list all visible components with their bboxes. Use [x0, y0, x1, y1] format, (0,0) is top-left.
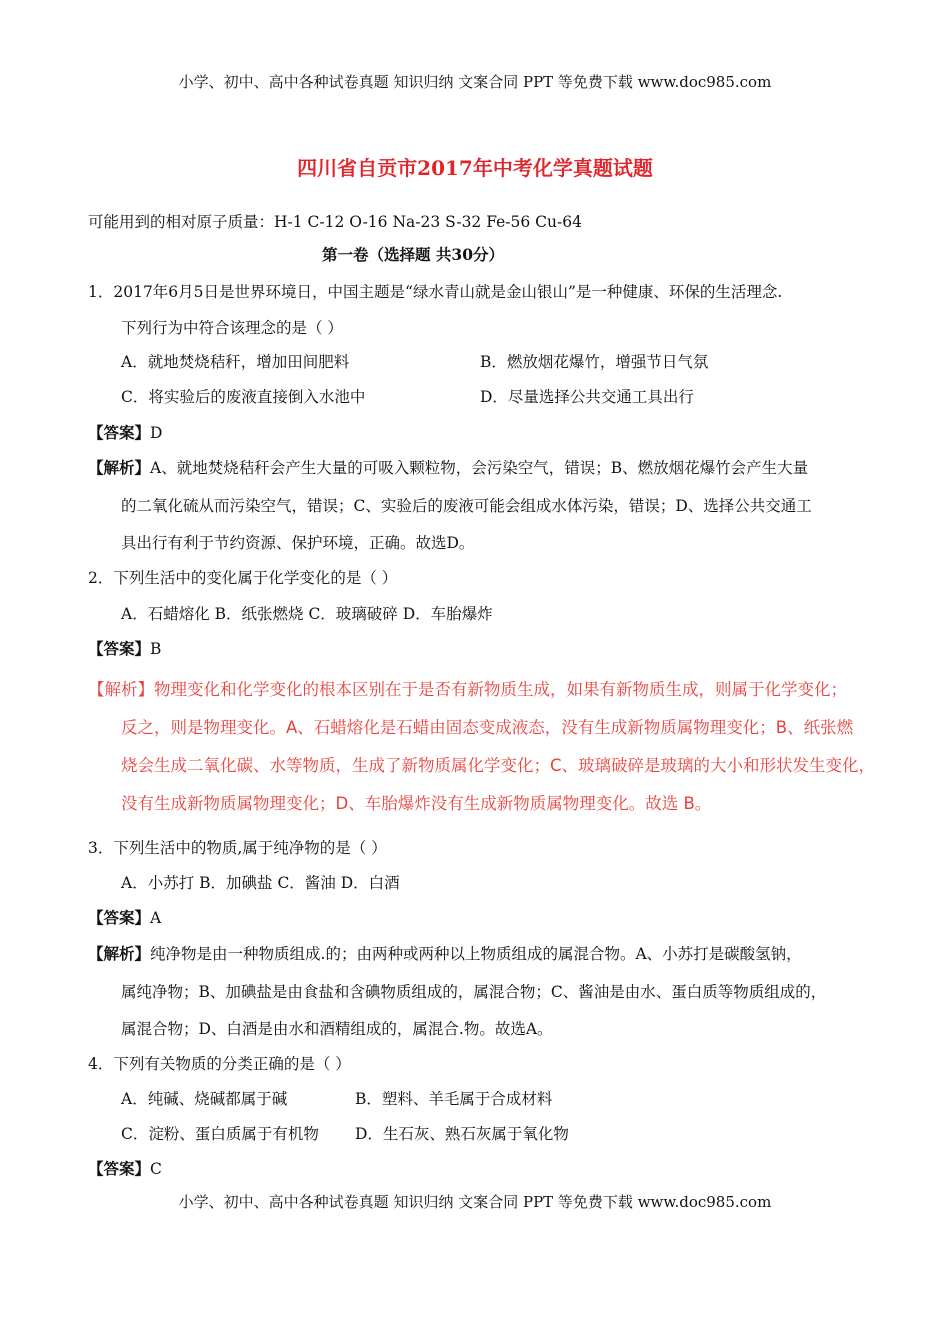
- q2-options: A．石蜡熔化 B．纸张燃烧 C．玻璃破碎 D．车胎爆炸: [121, 605, 493, 623]
- q2-analysis-line-1: [88, 680, 847, 700]
- atomic-mass-line: 可能用到的相对原子质量：H-1 C-12 O-16 Na-23 S-32 Fe-56 Cu-64: [88, 213, 582, 231]
- q3-stem: 3．下列生活中的物质,属于纯净物的是（ ）: [88, 839, 387, 857]
- q3-answer: [88, 908, 161, 928]
- q4-answer: [88, 1159, 162, 1179]
- analysis-label: 【解析】: [88, 458, 151, 477]
- q1-option-a: A．就地焚烧秸秆，增加田间肥料: [121, 353, 350, 371]
- answer-label: 【答案】: [88, 639, 151, 658]
- q4-option-c: C．淀粉、蛋白质属于有机物: [121, 1125, 319, 1143]
- answer-label: 【答案】: [88, 1159, 151, 1178]
- analysis-label: 【解析】: [88, 680, 154, 699]
- analysis-label: 【解析】: [88, 944, 151, 963]
- q1-option-c: C．将实验后的废液直接倒入水池中: [121, 388, 366, 406]
- q3-analysis-line-2: 属纯净物；B、加碘盐是由食盐和含碘物质组成的，属混合物；C、酱油是由水、蛋白质等物质组成的，: [121, 983, 827, 1001]
- q1-stem-line-2: 下列行为中符合该理念的是（ ）: [121, 319, 343, 337]
- q1-analysis-line-2: 的二氧化硫从而污染空气，错误；C、实验后的废液可能会组成水体污染，错误；D、选择公共交通工: [121, 497, 812, 515]
- q2-analysis-text-1: 物理变化和化学变化的根本区别在于是否有新物质生成，如果有新物质生成，则属于化学变化；: [154, 680, 847, 699]
- page-title: 四川省自贡市2017年中考化学真题试题: [297, 156, 653, 180]
- q1-answer: [88, 423, 162, 443]
- q3-analysis-line-3: 属混合物；D、白酒是由水和酒精组成的，属混合.物。故选A。: [121, 1020, 553, 1038]
- answer-label: 【答案】: [88, 908, 151, 927]
- q2-analysis-line-3: 烧会生成二氧化碳、水等物质，生成了新物质属化学变化；C、玻璃破碎是玻璃的大小和形状发生变化，: [121, 756, 876, 775]
- q1-stem-line-1: 1．2017年6月5日是世界环境日，中国主题是“绿水青山就是金山银山”是一种健康、环保的生活理念.: [88, 283, 783, 301]
- q2-analysis-line-4: 没有生成新物质属物理变化；D、车胎爆炸没有生成新物质属物理变化。故选 B。: [121, 794, 712, 813]
- page-footer: 小学、初中、高中各种试卷真题 知识归纳 文案合同 PPT 等免费下载 www.doc985.com: [178, 1193, 772, 1211]
- q1-answer-value: D: [150, 424, 163, 442]
- q3-answer-value: A: [150, 909, 162, 927]
- section-heading: 第一卷（选择题 共30分）: [322, 245, 504, 264]
- q1-option-b: B．燃放烟花爆竹，增强节日气氛: [480, 353, 709, 371]
- q2-stem: 2．下列生活中的变化属于化学变化的是（ ）: [88, 569, 398, 587]
- q3-analysis-text-1: 纯净物是由一种物质组成.的；由两种或两种以上物质组成的属混合物。A、小苏打是碳酸氢钠，: [150, 945, 802, 963]
- q4-option-d: D．生石灰、熟石灰属于氧化物: [355, 1125, 569, 1143]
- q2-answer-value: B: [150, 640, 162, 658]
- q2-analysis-line-2: 反之，则是物理变化。A、石蜡熔化是石蜡由固态变成液态，没有生成新物质属物理变化；B、纸张燃: [121, 718, 854, 737]
- q3-options: A．小苏打 B．加碘盐 C．酱油 D．白酒: [121, 874, 400, 892]
- q1-analysis-text-1: A、就地焚烧秸秆会产生大量的可吸入颗粒物，会污染空气，错误；B、燃放烟花爆竹会产生大量: [150, 459, 809, 477]
- q3-analysis-line-1: [88, 944, 802, 964]
- q4-option-a: A．纯碱、烧碱都属于碱: [121, 1090, 288, 1108]
- q4-stem: 4．下列有关物质的分类正确的是（ ）: [88, 1055, 351, 1073]
- q1-analysis-line-3: 具出行有利于节约资源、保护环境，正确。故选D。: [121, 534, 475, 552]
- q2-answer: [88, 639, 161, 659]
- q1-analysis-line-1: [88, 458, 808, 478]
- page-header: 小学、初中、高中各种试卷真题 知识归纳 文案合同 PPT 等免费下载 www.doc985.com: [178, 73, 772, 91]
- q4-option-b: B．塑料、羊毛属于合成材料: [355, 1090, 553, 1108]
- answer-label: 【答案】: [88, 423, 151, 442]
- q1-option-d: D．尽量选择公共交通工具出行: [480, 388, 694, 406]
- q4-answer-value: C: [150, 1160, 162, 1178]
